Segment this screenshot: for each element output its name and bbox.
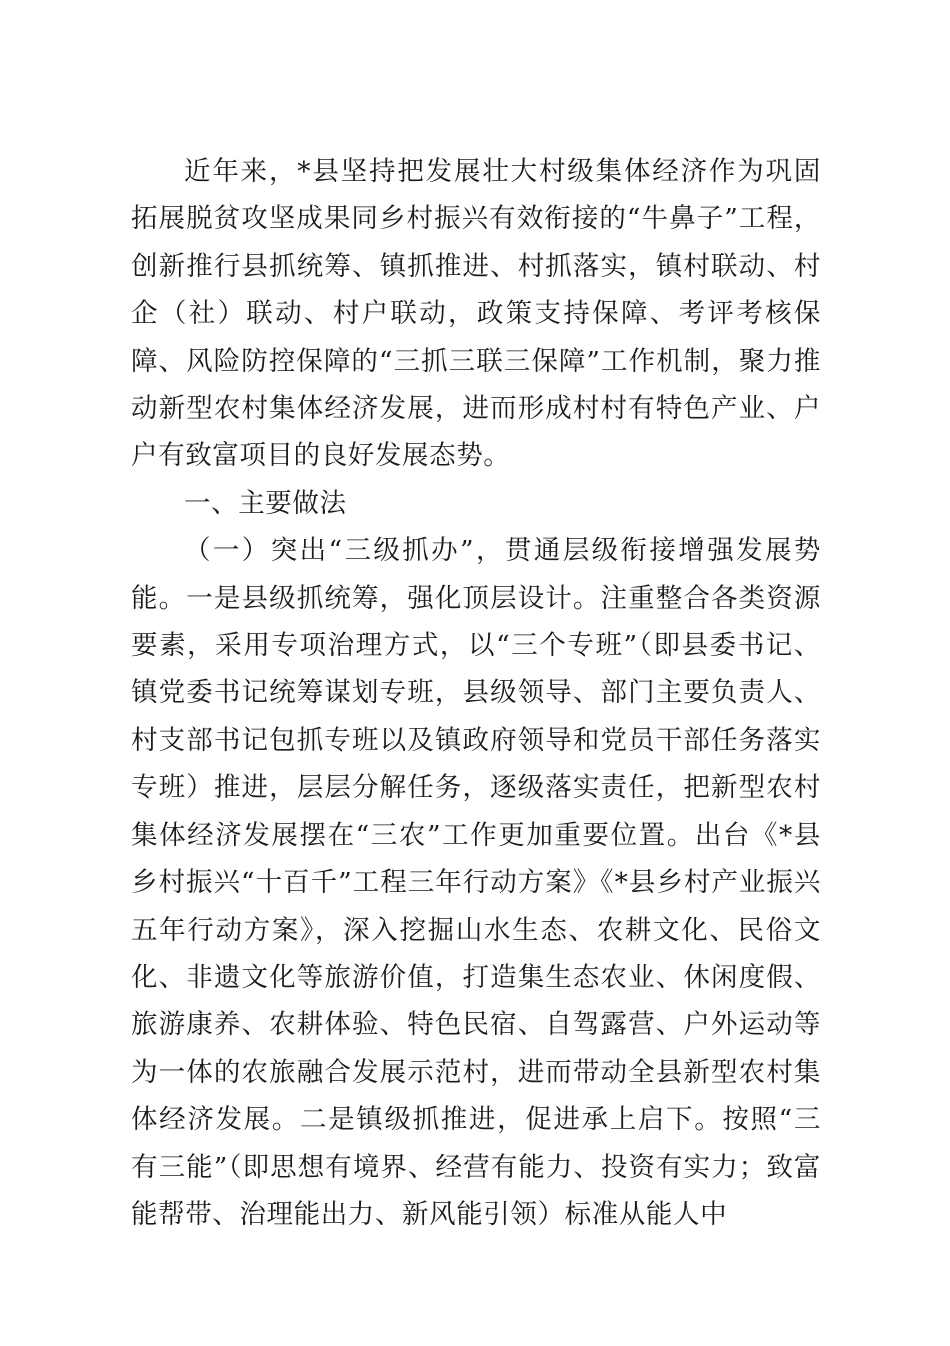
section-heading: 一、主要做法 (184, 487, 347, 519)
document-page (131, 148, 821, 1238)
intro-paragraph: 近年来，*县坚持把发展壮大村级集体经济作为巩固拓展脱贫攻坚成果同乡村振兴有效衔接的“牛鼻子”工程，创新推行县抓统筹、镇抓推进、村抓落实，镇村联动、村企（社）联动、村户联动，政策支持保障、考评考核保障、风险防控保障的“三抓三联三保障”工作机制，聚力推动新型农村集体经济发展，进而形成村村有特色产业、户户有致富项目的良好发展态势。 (131, 156, 821, 472)
body-paragraph: （一）突出“三级抓办”，贯通层级衔接增强发展势能。一是县级抓统筹，强化顶层设计。注重整合各类资源要素，采用专项治理方式，以“三个专班”（即县委书记、镇党委书记统筹谋划专班，县级领导、部门主要负责人、村支部书记包抓专班以及镇政府领导和党员干部任务落实专班）推进，层层分解任务，逐级落实责任，把新型农村集体经济发展摆在“三农”工作更加重要位置。出台《*县乡村振兴“十百千”工程三年行动方案》《*县乡村产业振兴五年行动方案》，深入挖掘山水生态、农耕文化、民俗文化、非遗文化等旅游价值，打造集生态农业、休闲度假、旅游康养、农耕体验、特色民宿、自驾露营、户外运动等为一体的农旅融合发展示范村，进而带动全县新型农村集体经济发展。二是镇级抓推进，促进承上启下。按照“三有三能”（即思想有境界、经营有能力、投资有实力；致富能帮带、治理能出力、新风能引领）标准从能人中 (131, 535, 821, 1230)
